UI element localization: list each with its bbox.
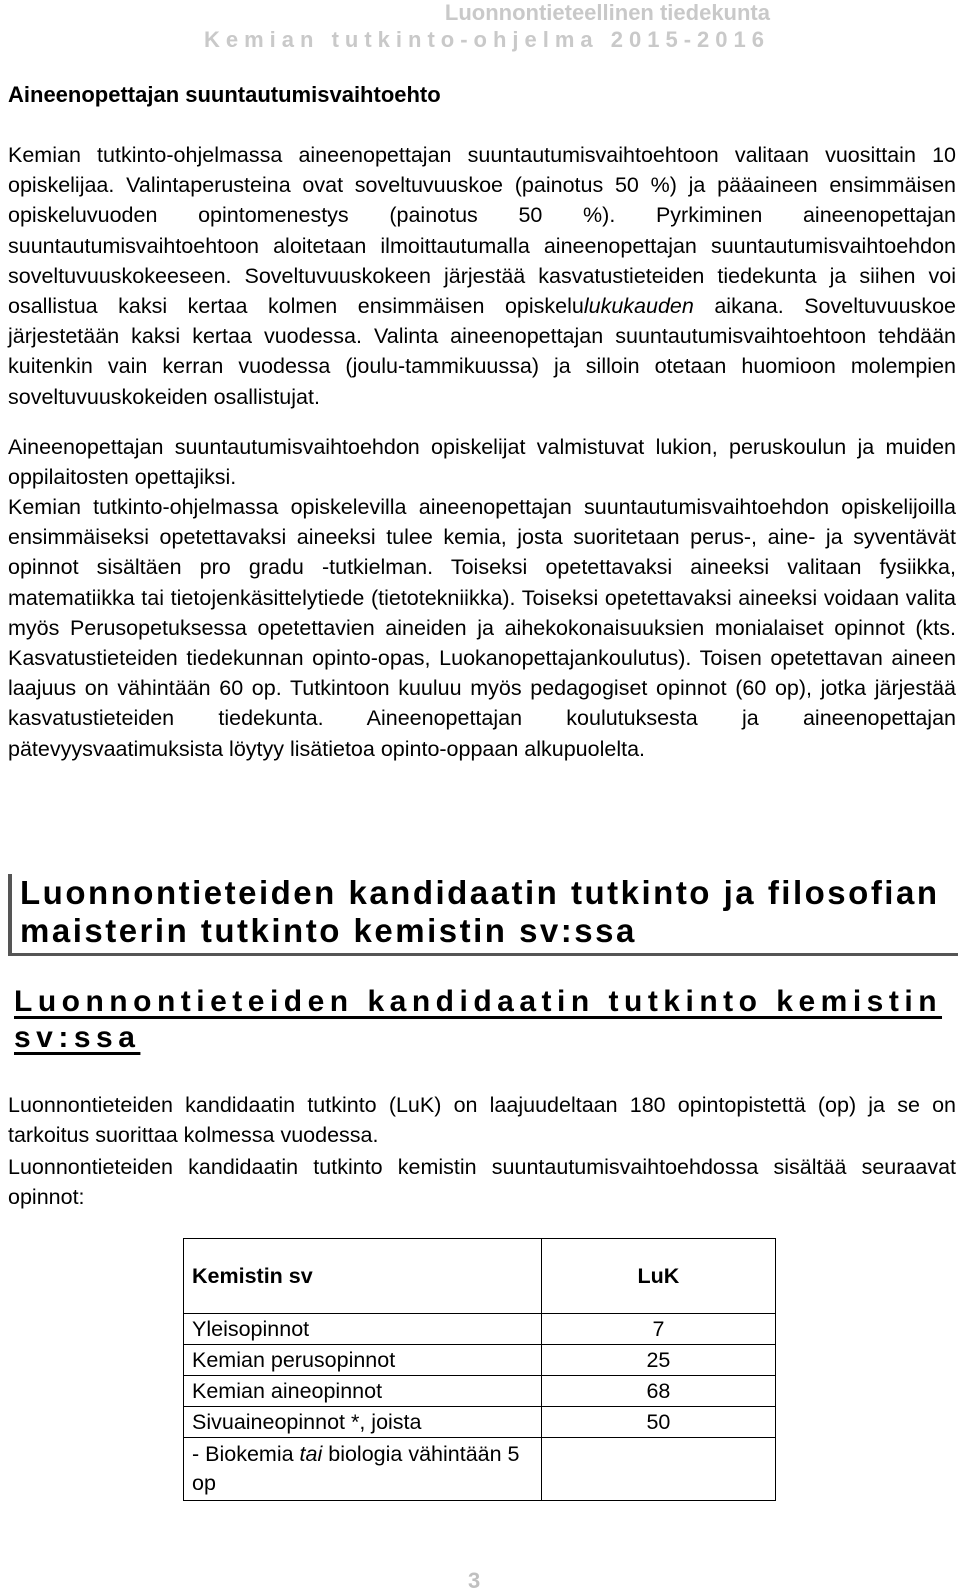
row-label (184, 1438, 542, 1501)
row-value: 50 (541, 1407, 775, 1438)
row-value: 25 (541, 1345, 775, 1376)
paragraph-contents: Luonnontieteiden kandidaatin tutkinto kemistin suuntautumisvaihtoehdossa sisältää seuraavat opinnot: (8, 1155, 956, 1210)
row-label-pre: - Biokemia (192, 1442, 300, 1466)
table-header-cell: LuK (541, 1239, 775, 1314)
row-label: Kemian aineopinnot (184, 1376, 542, 1407)
row-label: Sivuaineopinnot *, joista (184, 1407, 542, 1438)
table-row (184, 1314, 776, 1345)
paragraph-subjects: Kemian tutkinto-ohjelmassa opiskelevilla aineenopettajan suuntautumisvaihtoehdon opiskelijoilla ensimmäiseksi opetettavaksi aineeksi tulee kemia, josta suoritetaan perus-, aine- ja syventävät opinnot sisältäen pro gradu -tutkielman. Toiseksi opetettavaksi aineeksi valitaan fysiikka, matematiikka tai tietojenkäsittelytiede (tietotekniikka). Toiseksi opetettavaksi aineeksi voidaan valita myös Perusopetuksessa opetettavien aineiden ja aihekokonaisuuksien monialaiset opinnot (kts. Kasvatustieteiden tiedekunnan opinto-opas, Luokanopettajankoulutus). Toisen opetettavan aineen laajuus on vähintään 60 op. Tutkintoon kuuluu myös pedagogiset opinnot (60 op), jotka järjestää kasvatustieteiden tiedekunta. Aineenopettajan koulutuksesta ja aineenopettajan pätevyysvaatimuksista löytyy lisätietoa opinto-oppaan alkupuolelta. (8, 495, 956, 761)
table-row (184, 1376, 776, 1407)
paragraph-text: Kemian tutkinto-ohjelmassa aineenopettajan suuntautumisvaihtoehtoon valitaan vuosittain 10 opiskelijaa. Valintaperusteina ovat soveltuvuuskoe (painotus 50 %) ja pääaineen ensimmäisen opiskeluvuoden opintomenestys (painotus 50 %). Pyrkiminen aineenopettajan suuntautumisvaihtoehtoon aloitetaan ilmoittautumalla aineenopettajan suuntautumisvaihtoehdon soveltuvuuskokeeseen. Soveltuvuuskokeen järjestää kasvatustieteiden tiedekunta ja siihen voi osallistua kaksi kertaa kolmen ensimmäisen opiskelu (8, 143, 956, 319)
study-credits-table (183, 1238, 776, 1501)
table-row (184, 1407, 776, 1438)
table-row (184, 1345, 776, 1376)
paragraph-selection (8, 140, 956, 412)
table-header-row (184, 1239, 776, 1314)
row-value: 7 (541, 1314, 775, 1345)
paragraph-text-end: aikana. Soveltuvuuskoe järjestetään kaksi kertaa vuodessa. Valinta aineenopettajan suuntautumisvaihtoehtoon tehdään kuitenkin vain kerran vuodessa (joulu-tammikuussa) ja silloin otetaan huomioon molempien soveltuvuuskokeiden osallistujat. (8, 294, 956, 409)
row-value (541, 1438, 775, 1501)
italic-term: lukukauden (583, 294, 694, 319)
row-label-post: biologia vähintään 5 op (192, 1442, 520, 1495)
page-number: 3 (468, 1568, 481, 1593)
section-title: Aineenopettajan suuntautumisvaihtoehto (8, 82, 441, 107)
row-label: Kemian perusopinnot (184, 1345, 542, 1376)
table-row (184, 1438, 776, 1501)
row-value: 68 (541, 1376, 775, 1407)
faculty-name: Luonnontieteellinen tiedekunta (444, 0, 770, 25)
page-header (204, 0, 770, 54)
paragraph-graduates: Aineenopettajan suuntautumisvaihtoehdon opiskelijat valmistuvat lukion, peruskoulun ja muiden oppilaitosten opettajiksi. (8, 435, 956, 490)
row-label: Yleisopinnot (184, 1314, 542, 1345)
program-name: Kemian tutkinto-ohjelma 2015-2016 (203, 27, 770, 52)
paragraph-degree-scope: Luonnontieteiden kandidaatin tutkinto (LuK) on laajuudeltaan 180 opintopistettä (op) ja se on tarkoitus suorittaa kolmessa vuodessa. (8, 1093, 956, 1148)
row-label-italic: tai (299, 1442, 323, 1466)
sub-heading: Luonnontieteiden kandidaatin tutkinto kemistin sv:ssa (14, 985, 943, 1054)
main-heading: Luonnontieteiden kandidaatin tutkinto ja filosofian maisterin tutkinto kemistin sv:ssa (8, 874, 958, 956)
table-header-cell: Kemistin sv (184, 1239, 542, 1314)
